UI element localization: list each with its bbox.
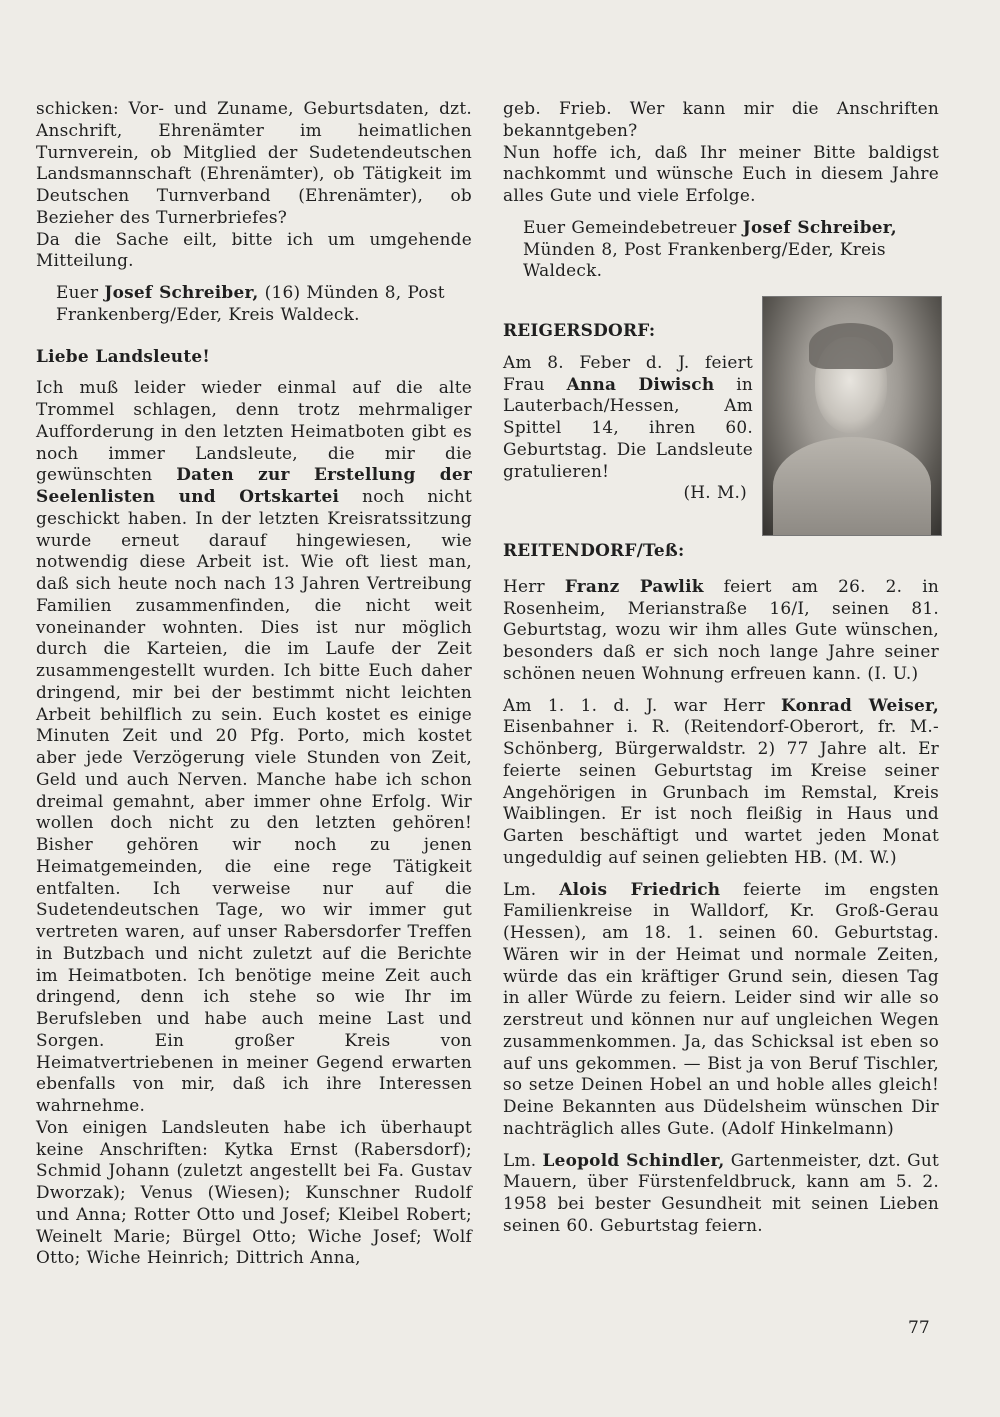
weiser-paragraph: Am 1. 1. d. J. war Herr Konrad Weiser, Eisenbahner i. R. (Reitendorf-Oberort, fr. M.-Schönberg, Bürgerwaldstr. 2) 77 Jahre alt. Er feierte seinen Geburtstag im Kreise seiner Angehörigen in Grunbach im Remstal, Kreis Waiblingen. Er ist noch fleißig in Haus und Garten beschäftigt und wartet jeden Monat ungeduldig auf seinen geliebten HB. (M. W.)	[503, 694, 939, 867]
missing-addresses-paragraph: Von einigen Landsleuten habe ich überhaupt keine Anschriften: Kytka Ernst (Rabersdorf); Schmid Johann (zuletzt angestellt bei Fa. Gustav Dworzak); Venus (Wiesen); Kunschner Rudolf und Anna; Rotter Otto und Josef; Kleibel Robert; Weinelt Marie; Bürgel Otto; Wiche Josef; Wolf Otto; Wiche Heinrich; Dittrich Anna,	[36, 1116, 472, 1268]
signature-address: (16) Münden 8, Post Frankenberg/Eder, Kreis Waldeck.	[56, 282, 445, 324]
friedrich-paragraph: Lm. Alois Friedrich feierte im engsten Familienkreise in Walldorf, Kr. Groß-Gerau (Hessen), am 18. 1. seinen 60. Geburtstag. Wären wir in der Heimat und normale Zeiten, würde das ein kräftiger Grund sein, diesen Tag in aller Würde zu feiern. Leider sind wir alle so zerstreut und können nur auf ungleichen Wegen zusammenkommen. Ja, das Schicksal ist eben so auf uns gekommen. — Bist ja von Beruf Tischler, so setze Deinen Hobel an und hoble alles gleich! Deine Bekannten aus Düdelsheim wünschen Dir nachträglich alles Gute. (Adolf Hinkelmann)	[503, 878, 939, 1138]
signature-left	[56, 282, 472, 326]
closing-paragraph: Nun hoffe ich, daß Ihr meiner Bitte baldigst nachkommt und wünsche Euch in diesem Jahre alles Gute und viele Erfolge.	[503, 141, 939, 205]
schindler-paragraph: Lm. Leopold Schindler, Gartenmeister, dzt. Gut Mauern, über Fürstenfeldbruck, kann am 5. 2. 1958 bei bester Gesundheit mit seinen Lieben seinen 60. Geburtstag feiern.	[503, 1149, 939, 1235]
right-column	[503, 98, 939, 1237]
appeal-paragraph: Ich muß leider wieder einmal auf die alte Trommel schlagen, denn trotz mehrmaliger Aufforderung in den letzten Heimatboten gibt es noch immer Landsleute, die mir die gewünschten Daten zur Erstellung der Seelenlisten und Ortskartei noch nicht geschickt haben. In der letzten Kreisratssitzung wurde erneut darauf hingewiesen, wie notwendig diese Arbeit ist. Wie oft liest man, daß sich heute noch nach 13 Jahren Vertreibung Familien zusammenfinden, die nicht weit voneinander wohnten. Dies ist nur möglich durch die Karteien, die im Laufe der Zeit zusammengestellt wurden. Ich bitte Euch daher dringend, mir bei der bestimmt nicht leichten Arbeit behilflich zu sein. Euch kostet es einige Minuten Zeit und 20 Pfg. Porto, mich kostet aber jede Verzögerung viele Stunden von Zeit, Geld und auch Nerven. Manche habe ich schon dreimal gemahnt, aber immer ohne Erfolg. Wir wollen doch nicht zu den letzten gehören! Bisher gehören wir noch zu jenen Heimatgemeinden, die eine rege Tätigkeit entfalten. Ich verweise nur auf die Sudetendeutschen Tage, wo wir immer gut vertreten waren, auf unser Rabersdorfer Treffen in Butzbach und nicht zuletzt auf die Berichte im Heimatboten. Ich benötige meine Zeit auch dringend, denn ich stehe so wie Ihr im Berufsleben und habe auch meine Last und Sorgen. Ein großer Kreis von Heimatvertriebenen in meiner Gegend erwarten ebenfalls von mir, daß ich ihre Interessen wahrnehme.	[36, 377, 472, 1115]
heading-liebe-landsleute: Liebe Landsleute!	[36, 345, 211, 366]
pawlik-paragraph: Herr Franz Pawlik feiert am 26. 2. in Rosenheim, Merianstraße 16/I, seinen 81. Geburtstag, wozu wir ihm alles Gute wünschen, besonders daß er sich noch lange Jahre seiner schönen neuen Wohnung erfreuen kann. (I. U.)	[503, 575, 939, 683]
page-number: 77	[908, 1318, 930, 1338]
photo-shoulders	[773, 437, 931, 535]
signature-prefix: Euer	[56, 282, 105, 302]
continuation-paragraph: geb. Frieb. Wer kann mir die Anschriften bekanntgeben?	[503, 98, 939, 140]
heading-reitendorf: REITENDORF/Teß:	[503, 540, 685, 560]
reigersdorf-paragraph: Am 8. Feber d. J. feiert Frau Anna Diwisch in Lauterbach/Hessen, Am Spittel 14, ihren 60. Geburtstag. Die Landsleute gratulieren!	[503, 351, 753, 481]
photo-hair	[809, 323, 893, 369]
signature-name: Josef Schreiber,	[104, 282, 259, 302]
intro-paragraph: schicken: Vor- und Zuname, Geburtsdaten, dzt. Anschrift, Ehrenämter im heimatlichen Turnverein, ob Mitglied der Sudetendeutschen Landsmannschaft (Ehrenämter), ob Tätigkeit im Deutschen Turnverband (Ehrenämter), ob Bezieher des Turnerbriefes?	[36, 98, 472, 227]
portrait-photo	[762, 296, 942, 536]
heading-reigersdorf: REIGERSDORF:	[503, 320, 656, 340]
left-column	[36, 98, 472, 1269]
reigersdorf-sign: (H. M.)	[683, 482, 747, 503]
urgent-paragraph: Da die Sache eilt, bitte ich um umgehende Mitteilung.	[36, 228, 472, 271]
signature-right: Euer Gemeindebetreuer Josef Schreiber, Münden 8, Post Frankenberg/Eder, Kreis Waldeck.	[523, 216, 897, 281]
